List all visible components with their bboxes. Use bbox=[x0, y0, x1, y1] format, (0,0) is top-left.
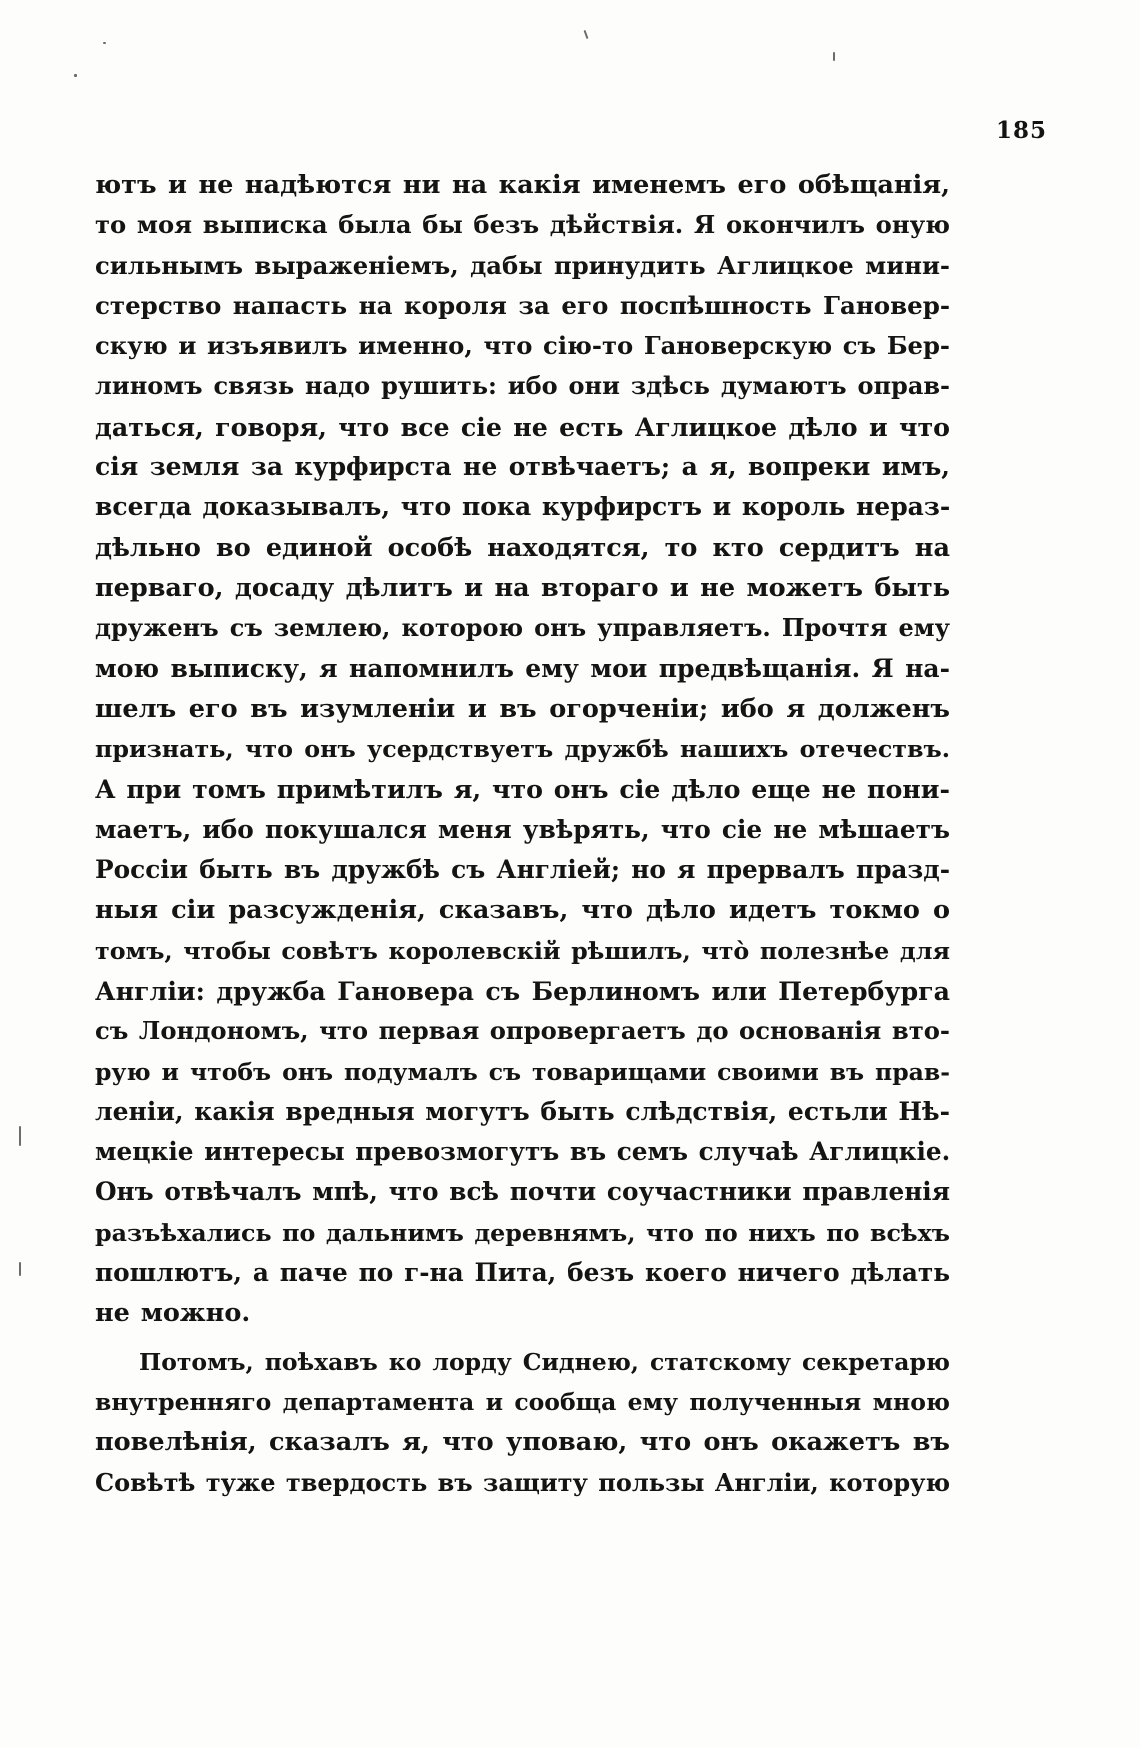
text-line: Совѣтѣ туже твердость въ защиту пользы Англіи, которую bbox=[95, 1467, 951, 1497]
text-line: дѣльно во единой особѣ находятся, то кто сердитъ на bbox=[95, 532, 950, 563]
text-line: друженъ съ землею, которою онъ управляетъ. Прочтя ему bbox=[95, 613, 950, 643]
text-line: разъѣхались по дальнимъ деревнямъ, что по нихъ по всѣхъ bbox=[95, 1218, 950, 1247]
scan-speck bbox=[584, 30, 589, 39]
text-line: ютъ и не надѣются ни на какія именемъ его обѣщанія, bbox=[95, 170, 950, 200]
scan-speck bbox=[19, 1126, 21, 1146]
text-line: скую и изъявилъ именно, что сію-то Гановерскую съ Бер- bbox=[95, 331, 950, 361]
page-number: 185 bbox=[995, 117, 1047, 144]
text-line: даться, говоря, что все сіе не есть Аглицкое дѣло и что bbox=[95, 411, 950, 442]
text-line: съ Лондономъ, что первая опровергаетъ до основанія вто- bbox=[95, 1016, 950, 1046]
text-line: повелѣнія, сказалъ я, что уповаю, что онъ окажетъ въ bbox=[95, 1427, 950, 1458]
text-line: маетъ, ибо покушался меня увѣрять, что сіе не мѣшаетъ bbox=[95, 814, 950, 844]
text-line: сія земля за курфирста не отвѣчаетъ; а я, вопреки имъ, bbox=[95, 452, 950, 482]
text-line: Россіи быть въ дружбѣ съ Англіей; но я прервалъ празд- bbox=[95, 855, 950, 885]
scan-speck bbox=[833, 52, 835, 61]
text-line: леніи, какія вредныя могутъ быть слѣдствія, естьли Нѣ- bbox=[95, 1096, 950, 1126]
paragraph bbox=[95, 165, 950, 1334]
text-line: Онъ отвѣчалъ мпѣ, что всѣ почти соучастники правленія bbox=[95, 1177, 950, 1207]
text-line: А при томъ примѣтилъ я, что онъ сіе дѣло еще не пони- bbox=[95, 774, 950, 805]
paragraph bbox=[95, 1342, 950, 1503]
text-line: линомъ связь надо рушить: ибо они здѣсь думаютъ оправ- bbox=[95, 371, 950, 401]
text-line: внутренняго департамента и сообща ему полученныя мною bbox=[95, 1387, 950, 1416]
text-line: признать, что онъ усердствуетъ дружбѣ нашихъ отечествъ. bbox=[95, 735, 950, 764]
text-line: рую и чтобъ онъ подумалъ съ товарищами своими въ прав- bbox=[95, 1057, 950, 1086]
text-line: Англіи: дружба Гановера съ Берлиномъ или Петербурга bbox=[95, 975, 950, 1006]
text-line: Потомъ, поѣхавъ ко лорду Сиднею, статскому секретарю bbox=[139, 1347, 950, 1376]
text-line: то моя выписка была бы безъ дѣйствія. Я окончилъ оную bbox=[95, 210, 950, 240]
text-line: мою выписку, я напомнилъ ему мои предвѣщанія. Я на- bbox=[95, 653, 950, 683]
text-line: не можно. bbox=[95, 1298, 251, 1329]
text-line: стерство напасть на короля за его поспѣшность Гановер- bbox=[95, 290, 950, 320]
text-line: томъ, чтобы совѣтъ королевскій рѣшилъ, что̀ полезнѣе для bbox=[95, 936, 950, 965]
text-line: мецкіе интересы превозмогутъ въ семъ случаѣ Аглицкіе. bbox=[95, 1137, 951, 1167]
text-line: ныя сіи разсужденія, сказавъ, что дѣло идетъ токмо о bbox=[95, 895, 950, 926]
paragraph-gap bbox=[95, 1334, 950, 1342]
scan-speck bbox=[19, 1262, 21, 1276]
body-text bbox=[95, 165, 950, 1503]
scan-speck bbox=[103, 42, 106, 44]
scan-speck bbox=[74, 74, 77, 77]
text-line: пошлютъ, а паче по г-на Пита, безъ коего ничего дѣлать bbox=[95, 1258, 950, 1288]
text-line: шелъ его въ изумленіи и въ огорченіи; ибо я долженъ bbox=[95, 693, 950, 724]
text-line: сильнымъ выраженіемъ, дабы принудить Аглицкое мини- bbox=[95, 250, 950, 280]
text-line: перваго, досаду дѣлитъ и на втораго и не можетъ быть bbox=[95, 572, 950, 603]
text-line: всегда доказывалъ, что пока курфирстъ и король нераз- bbox=[95, 492, 951, 522]
